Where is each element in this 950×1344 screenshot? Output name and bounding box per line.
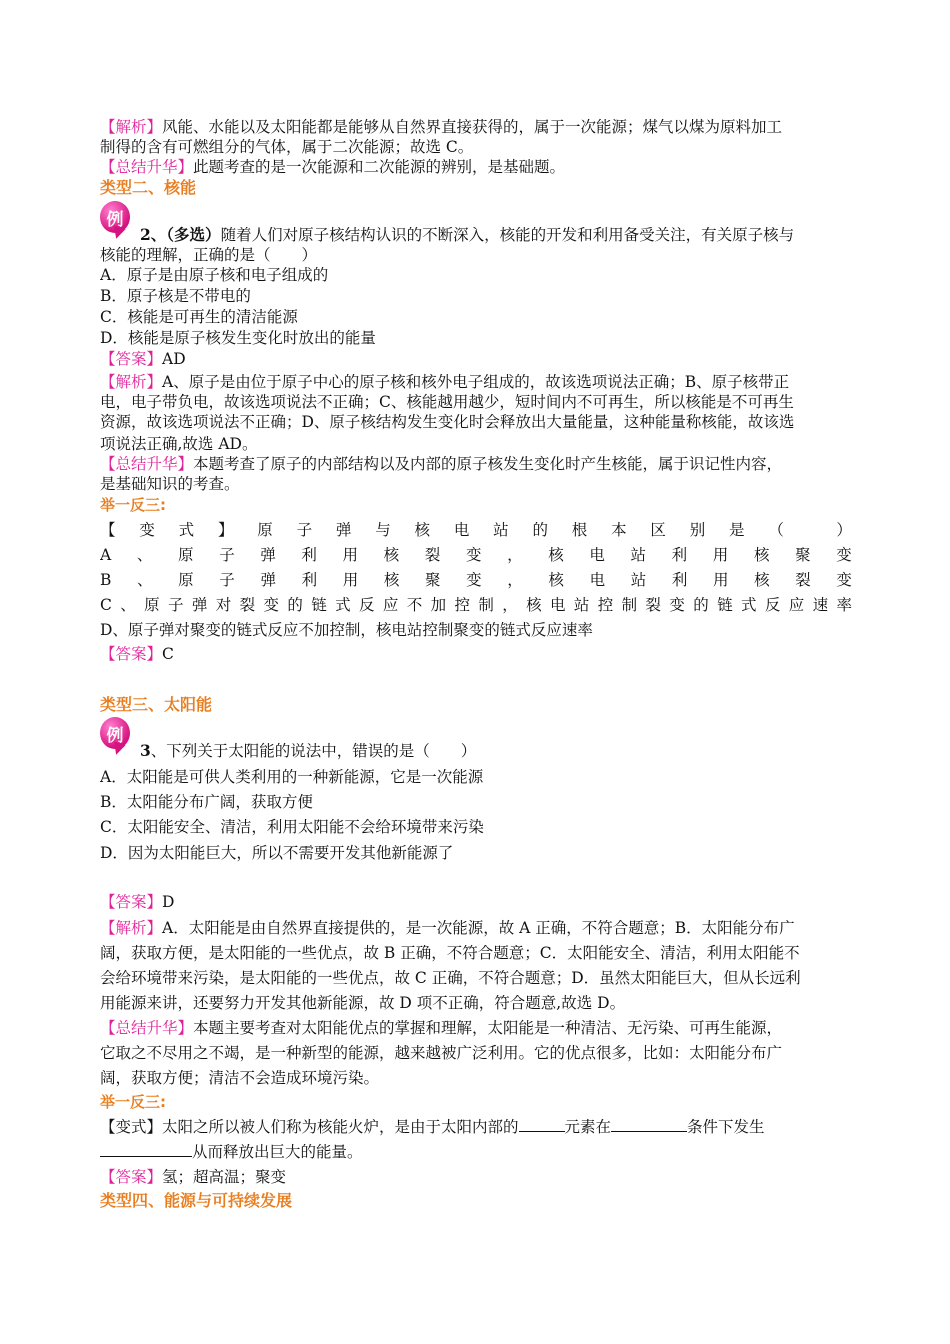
justified-char: 用 [712,546,729,564]
justified-char: 是 [729,521,745,539]
justified-char: 对 [215,596,232,614]
q3-option-d: D．因为太阳能巨大，所以不需要开发其他新能源了 [100,844,454,862]
justified-char: B [100,571,112,589]
justified-char: 电 [549,596,566,614]
justified-char: 利 [671,546,688,564]
justified-char: 利 [301,546,317,564]
q1-analysis-line-1: 【解析】风能、水能以及太阳能都是能够从自然界直接获得的，属于一次能源；煤气以煤为原料加工 [100,118,783,136]
justified-char: 核 [753,546,770,564]
fill-blank[interactable] [100,1141,192,1157]
q3-option-c: C．太阳能安全、清洁，利用太阳能不会给环境带来污染 [100,818,484,836]
justified-char: 利 [301,571,318,589]
justified-char: 变 [465,546,482,564]
type3-practice-heading: 举一反三: [100,1093,166,1111]
example-badge-icon: 例 [100,201,134,241]
fill-blank[interactable] [519,1116,565,1132]
justified-char: 原 [257,521,273,539]
q3-variant-answer: 【答案】氢；超高温；聚变 [100,1168,287,1186]
justified-char: 弹 [335,521,352,539]
justified-char: 聚 [795,546,811,564]
q2-option-d: D．核能是原子核发生变化时放出的能量 [100,329,376,347]
justified-char: 原 [144,596,160,614]
justified-char: 链 [717,596,733,614]
q2-summary-line-1: 【总结升华】本题考查了原子的内部结构以及内部的原子核发生变化时产生核能，属于识记性内容， [100,455,783,473]
justified-char: 加 [430,596,447,614]
justified-char: 站 [493,521,509,539]
type2-practice-heading: 举一反三: [100,496,166,514]
justified-char: 弹 [191,596,208,614]
justified-char: 制 [478,596,494,614]
justified-char: 链 [311,596,327,614]
q3-summary-line-1: 【总结升华】本题主要考查对太阳能优点的掌握和理解，太阳能是一种清洁、无污染、可再生能源， [100,1019,783,1037]
type4-heading: 类型四、能源与可持续发展 [100,1191,293,1210]
justified-char: 变 [263,596,279,614]
justified-char: ） [836,521,852,539]
justified-char: 、 [136,546,153,564]
justified-char: 核 [754,571,770,589]
justified-char: 原 [178,571,194,589]
justified-char: 电 [589,571,606,589]
q2-summary-line-2: 是基础知识的考查。 [100,475,240,493]
justified-char: 利 [671,571,688,589]
justified-char: ， [507,546,523,564]
type2-heading: 类型二、核能 [100,178,197,197]
justified-char: 变 [139,521,155,539]
justified-char: 变 [836,546,852,564]
q2-variant-answer: 【答案】C [100,645,174,663]
q3-analysis-line-1: 【解析】A．太阳能是由自然界直接提供的，是一次能源，故 A 正确，不符合题意；B．太阳能分布广 [100,919,795,937]
justified-char: 站 [630,546,647,564]
q1-summary: 【总结升华】此题考查的是一次能源和二次能源的辨别，是基础题。 [100,158,566,176]
justified-char: 核 [548,571,564,589]
justified-char: 区 [650,521,666,539]
q2-variant-stem [100,519,852,541]
q2-stem-line-2: 核能的理解，正确的是（ ） [100,246,318,264]
justified-char: 变 [466,571,482,589]
justified-char: A [100,546,112,564]
justified-char: 弹 [260,571,276,589]
justified-char: 的 [693,596,709,614]
q3-option-a: A．太阳能是可供人类利用的一种新能源，它是一次能源 [100,768,484,786]
justified-char: 弹 [260,546,276,564]
justified-char: 式 [335,596,351,614]
justified-char: 站 [573,596,590,614]
justified-char: 式 [740,596,757,614]
justified-char: 的 [287,596,303,614]
justified-char: 别 [689,521,706,539]
justified-char: 本 [611,521,627,539]
justified-char: ， [502,596,518,614]
justified-char: （ [768,521,784,539]
q2-answer: 【答案】AD [100,350,186,368]
justified-char: 【 [100,521,116,539]
justified-char: 裂 [424,546,441,564]
justified-char: 制 [621,596,638,614]
q3-summary-line-2: 它取之不尽用之不竭，是一种新型的能源，越来越被广泛利用。它的优点很多，比如：太阳能分布广 [100,1044,783,1062]
justified-char: 】 [217,521,234,539]
justified-char: 核 [383,571,400,589]
justified-char: 子 [219,571,235,589]
q3-stem: 3、下列关于太阳能的说法中，错误的是（ ） [140,741,477,760]
type3-heading: 类型三、太阳能 [100,695,213,714]
justified-char: 子 [219,546,235,564]
justified-char: 反 [358,596,375,614]
justified-char: 率 [836,596,852,614]
justified-char: 核 [414,521,431,539]
analysis-tag: 【解析】 [100,118,163,136]
justified-char: 控 [454,596,470,614]
justified-char: 电 [453,521,470,539]
justified-char: 聚 [425,571,441,589]
q2-option-a: A．原子是由原子核和电子组成的 [100,266,329,284]
justified-char: 核 [383,546,400,564]
justified-char: 反 [764,596,781,614]
justified-char: 的 [532,521,548,539]
q2-variant-option-c [100,594,852,616]
q3-summary-line-3: 阔，获取方便；清洁不会造成环境污染。 [100,1069,380,1087]
justified-char: 用 [342,546,359,564]
justified-char: 变 [669,596,685,614]
q2-stem-line-1: 2、（多选）随着人们对原子核结构认识的不断深入，核能的开发和利用备受关注，有关原子核与 [140,225,795,244]
justified-char: 裂 [795,571,811,589]
q3-answer: 【答案】D [100,893,175,911]
q2-analysis-line-2: 电，电子带负电，故该选项说法不正确；C、核能越用越少，短时间内不可再生，所以核能是不可再生 [100,393,794,411]
q3-option-b: B．太阳能分布广阔，获取方便 [100,793,313,811]
q3-analysis-line-3: 会给环境带来污染，是太阳能的一些优点，故 C 正确，不符合题意；D．虽然太阳能巨大，但从长远利 [100,969,801,987]
justified-char: 、 [120,596,136,614]
justified-char: 子 [167,596,184,614]
q2-analysis-line-1: 【解析】A、原子是由位于原子中心的原子核和核外电子组成的，故该选项说法正确；B、原子核带正 [100,373,790,391]
justified-char: 电 [589,546,605,564]
justified-char: 根 [571,521,588,539]
justified-char: 裂 [645,596,661,614]
justified-char: 式 [178,521,195,539]
justified-char: 站 [630,571,647,589]
justified-char: 应 [382,596,399,614]
q3-variant-line-1: 【变式】太阳之所以被人们称为核能火炉，是由于太阳内部的 元素在 条件下发生 [100,1118,765,1136]
justified-char: 速 [812,596,829,614]
justified-char: ， [507,571,523,589]
justified-char: 控 [597,596,614,614]
q2-variant-option-a [100,544,852,566]
q1-analysis-line-2: 制得的含有可燃组分的气体，属于二次能源；故选 C。 [100,138,474,156]
q2-option-b: B．原子核是不带电的 [100,287,251,305]
q3-variant-line-2: 从而释放出巨大的能量。 [100,1141,852,1163]
fill-blank[interactable] [611,1116,687,1132]
justified-char: 与 [375,521,391,539]
summary-tag: 【总结升华】 [100,158,194,176]
justified-char: 用 [712,571,729,589]
q2-variant-option-d: D、原子弹对聚变的链式反应不加控制，核电站控制聚变的链式反应速率 [100,621,593,639]
justified-char: 裂 [239,596,256,614]
justified-char: 变 [836,571,852,589]
justified-char: 用 [342,571,359,589]
justified-char: 核 [526,596,542,614]
example-badge-icon: 例 [100,717,134,757]
q2-variant-option-b [100,569,852,591]
q2-analysis-line-3: 资源，故该选项说法不正确；D、原子核结构发生变化时会释放出大量能量，这种能量称核能，故该选 [100,413,795,431]
justified-char: 核 [548,546,564,564]
q2-analysis-line-4: 项说法正确,故选 AD。 [100,435,258,453]
justified-char: 、 [137,571,153,589]
q3-analysis-line-2: 阔，获取方便，是太阳能的一些优点，故 B 正确，不符合题意；C．太阳能安全、清洁，利用太阳能不 [100,944,800,962]
justified-char: 应 [788,596,805,614]
justified-char: 不 [406,596,423,614]
justified-char: 原 [177,546,194,564]
justified-char [808,519,813,541]
q2-option-c: C．核能是可再生的清洁能源 [100,308,298,326]
justified-char: C [100,596,112,614]
q3-analysis-line-4: 用能源来讲，还要努力开发其他新能源，故 D 项不正确，符合题意,故选 D。 [100,994,626,1012]
justified-char: 子 [296,521,313,539]
